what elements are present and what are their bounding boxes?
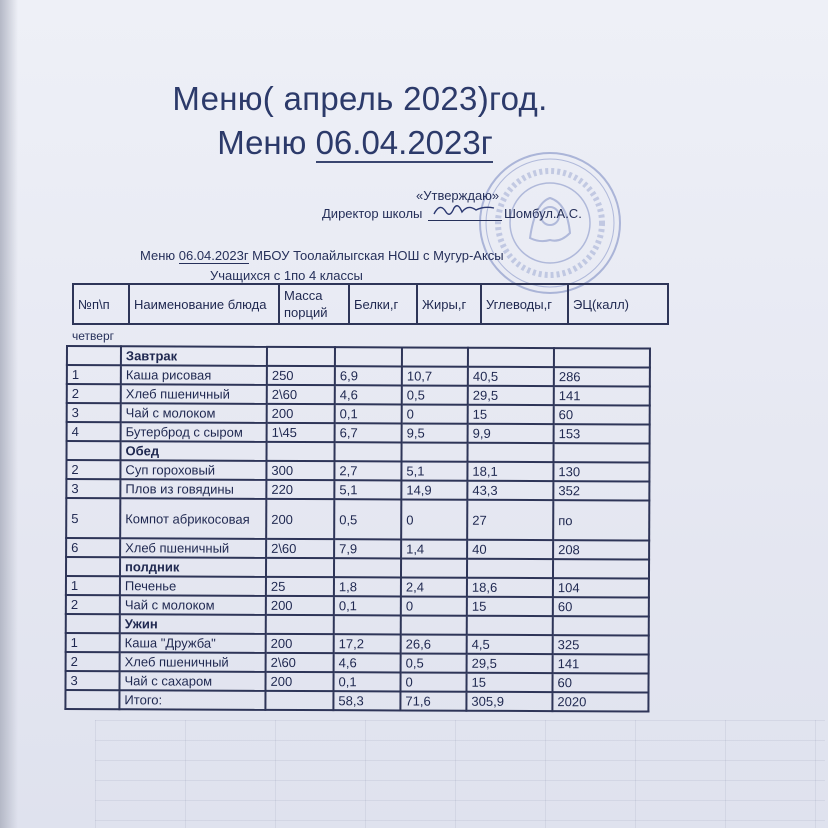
cell-num: 3 (67, 403, 121, 422)
table-row (66, 538, 649, 560)
col-mass (279, 284, 349, 324)
cell-energy: 60 (554, 405, 650, 424)
cell-carbs: 40 (467, 540, 553, 559)
table-row (65, 671, 648, 693)
empty-cell (266, 615, 334, 634)
empty-cell (266, 558, 334, 577)
empty-cell (401, 558, 467, 577)
cell-protein: 17,2 (334, 634, 401, 653)
empty-cell (553, 616, 649, 635)
cell-name: Каша рисовая (121, 365, 267, 385)
cell-protein: 6,7 (335, 423, 402, 442)
cell-mass: 200 (267, 404, 335, 423)
cell-fat: 2,4 (401, 577, 467, 596)
empty-cell (467, 616, 553, 635)
cell-num: 4 (67, 422, 121, 441)
cell-mass: 250 (267, 366, 335, 385)
total-energy: 2020 (552, 692, 648, 711)
cell-protein: 0,1 (335, 404, 402, 423)
cell-mass: 200 (266, 634, 334, 653)
cell-mass: 2\60 (267, 385, 335, 404)
cell-fat: 0 (401, 499, 467, 539)
cell-num: 1 (66, 633, 120, 652)
cell-name: Чай с молоком (120, 595, 266, 615)
cell-name: Каша "Дружба" (120, 633, 266, 653)
cell-energy: 130 (553, 462, 649, 481)
col-protein: Белки,г (349, 284, 417, 324)
cell-fat: 5,1 (401, 461, 467, 480)
cell-fat: 14,9 (401, 480, 467, 499)
director-label: Директор школы (322, 206, 423, 221)
cell-num: 2 (67, 384, 121, 403)
cell-name: Чай с молоком (121, 403, 267, 423)
empty-cell (266, 442, 334, 461)
cell-name: Суп гороховый (120, 460, 266, 480)
cell-carbs: 18,6 (467, 578, 553, 597)
cell-mass: 200 (265, 672, 333, 691)
director-line (322, 206, 582, 221)
cell-fat: 0,5 (401, 653, 467, 672)
cell-fat: 0 (400, 672, 466, 691)
header-row (73, 284, 668, 324)
section-row-lunch (66, 441, 649, 463)
section-row-dinner (66, 614, 649, 636)
cell-protein: 7,9 (334, 539, 401, 558)
cell-energy: 141 (553, 654, 649, 673)
cell-num: 1 (66, 576, 120, 595)
col-energy: ЭЦ(калл) (568, 284, 668, 324)
title-date: 06.04.2023г (315, 124, 493, 161)
table-row (67, 365, 650, 387)
cell-num: 3 (66, 479, 120, 498)
cell-carbs: 43,3 (467, 481, 553, 500)
cell-energy: 286 (554, 367, 650, 386)
table-row (67, 422, 650, 444)
school-stamp (475, 148, 625, 303)
table-row (66, 498, 649, 541)
total-protein: 58,3 (333, 691, 400, 710)
cell-num: 6 (66, 538, 120, 557)
cell-fat: 1,4 (401, 539, 467, 558)
empty-cell (401, 442, 467, 461)
empty-cell (554, 348, 650, 367)
menu-subtitle (140, 248, 504, 263)
cell-carbs: 15 (467, 597, 553, 616)
cell-energy: по (553, 500, 649, 540)
bleed-through-grid (95, 720, 825, 828)
cell-mass: 2\60 (266, 539, 334, 558)
cell-mass: 2\60 (266, 653, 334, 672)
table-row (66, 652, 649, 674)
director-name: Шомбул.А.С. (504, 206, 582, 221)
cell-fat: 0 (402, 404, 468, 423)
cell-energy: 104 (553, 578, 649, 597)
empty-cell (553, 559, 649, 578)
cell-carbs: 15 (468, 405, 554, 424)
cell-name: Печенье (120, 576, 266, 596)
table-row (66, 460, 649, 482)
col-name: Наименование блюда (129, 284, 279, 324)
empty-cell (267, 347, 335, 366)
cell-fat: 10,7 (402, 366, 468, 385)
empty-cell (334, 442, 401, 461)
cell-fat: 9,5 (402, 423, 468, 442)
total-row (65, 690, 648, 712)
cell-protein: 4,6 (335, 385, 402, 404)
cell-mass: 1\45 (267, 423, 335, 442)
cell-protein: 6,9 (335, 366, 402, 385)
cell-carbs: 15 (466, 673, 552, 692)
col-mass-line2: порций (284, 305, 328, 320)
empty-cell (468, 348, 554, 367)
menu-table (64, 345, 651, 713)
cell-energy: 153 (554, 424, 650, 443)
approval-label: «Утверждаю» (416, 188, 500, 203)
cell-name: Компот абрикосовая (120, 498, 266, 539)
cell-num: 2 (66, 595, 120, 614)
signature (428, 206, 502, 221)
empty-cell (467, 559, 553, 578)
table-row (67, 403, 650, 425)
weekday-label: четверг (72, 329, 114, 343)
cell-carbs: 40,5 (468, 367, 554, 386)
empty-cell (553, 443, 649, 462)
empty-cell (335, 347, 402, 366)
cell-num: 2 (66, 652, 120, 671)
section-row-snack (66, 557, 649, 579)
total-carbs: 305,9 (466, 692, 552, 711)
empty-cell (467, 443, 553, 462)
document-title: Меню( апрель 2023)год. (172, 80, 548, 117)
empty-cell (66, 557, 120, 576)
cell-protein: 0,5 (334, 499, 401, 539)
cell-name: Бутерброд с сыром (121, 422, 267, 442)
cell-mass: 25 (266, 577, 334, 596)
menu-table-body (65, 346, 650, 712)
cell-num: 3 (65, 671, 119, 690)
cell-fat: 0 (401, 596, 467, 615)
cell-protein: 0,1 (333, 672, 400, 691)
cell-protein: 0,1 (334, 596, 401, 615)
table-row (67, 384, 650, 406)
cell-carbs: 4,5 (467, 635, 553, 654)
cell-energy: 352 (553, 481, 649, 500)
cell-carbs: 27 (467, 500, 553, 540)
cell-num: 5 (66, 498, 120, 538)
cell-protein: 4,6 (334, 653, 401, 672)
total-fat: 71,6 (400, 691, 466, 710)
cell-fat: 0,5 (402, 385, 468, 404)
empty-cell (334, 558, 401, 577)
cell-name: Чай с сахаром (119, 671, 265, 691)
total-label: Итого: (119, 690, 265, 710)
cell-mass: 200 (266, 499, 334, 539)
cell-energy: 208 (553, 540, 649, 559)
cell-energy: 141 (554, 386, 650, 405)
cell-mass: 220 (266, 480, 334, 499)
subtitle-date: 06.04.2023г (178, 248, 249, 263)
empty-cell (265, 691, 333, 710)
empty-cell (334, 615, 401, 634)
cell-name: Хлеб пшеничный (120, 538, 266, 558)
cell-fat: 26,6 (401, 634, 467, 653)
section-lunch: Обед (120, 441, 266, 461)
section-snack: полдник (120, 557, 266, 577)
title-prefix: Меню (217, 124, 316, 161)
empty-cell (66, 441, 120, 460)
col-num: №п\п (73, 284, 129, 324)
cell-name: Хлеб пшеничный (120, 652, 266, 672)
section-dinner: Ужин (120, 614, 266, 634)
table-row (66, 576, 649, 598)
section-row-breakfast (67, 346, 650, 368)
cell-num: 2 (66, 460, 120, 479)
subtitle-prefix: Меню (140, 248, 179, 263)
cell-carbs: 18,1 (467, 462, 553, 481)
table-row (66, 479, 649, 501)
empty-cell (401, 615, 467, 634)
col-mass-line1: Масса (284, 288, 323, 303)
cell-carbs: 9,9 (468, 424, 554, 443)
cell-energy: 60 (553, 597, 649, 616)
table-row (66, 633, 649, 655)
cell-carbs: 29,5 (467, 654, 553, 673)
col-fat: Жиры,г (417, 284, 481, 324)
cell-protein: 2,7 (334, 461, 401, 480)
students-line: Учащихся с 1по 4 классы (210, 268, 363, 283)
empty-cell (67, 346, 121, 365)
section-breakfast: Завтрак (121, 346, 267, 366)
cell-mass: 300 (266, 461, 334, 480)
col-carbs: Углеводы,г (481, 284, 568, 324)
cell-name: Плов из говядины (120, 479, 266, 499)
empty-cell (66, 614, 120, 633)
cell-mass: 200 (266, 596, 334, 615)
cell-carbs: 29,5 (468, 386, 554, 405)
cell-protein: 5,1 (334, 480, 401, 499)
subtitle-school: МБОУ Тоолайлыгская НОШ с Мугур-Аксы (248, 248, 504, 263)
table-row (66, 595, 649, 617)
empty-cell (402, 347, 468, 366)
empty-cell (65, 690, 119, 709)
table-header (72, 283, 669, 325)
cell-energy: 60 (552, 673, 648, 692)
cell-energy: 325 (553, 635, 649, 654)
cell-protein: 1,8 (334, 577, 401, 596)
cell-num: 1 (67, 365, 121, 384)
cell-name: Хлеб пшеничный (121, 384, 267, 404)
